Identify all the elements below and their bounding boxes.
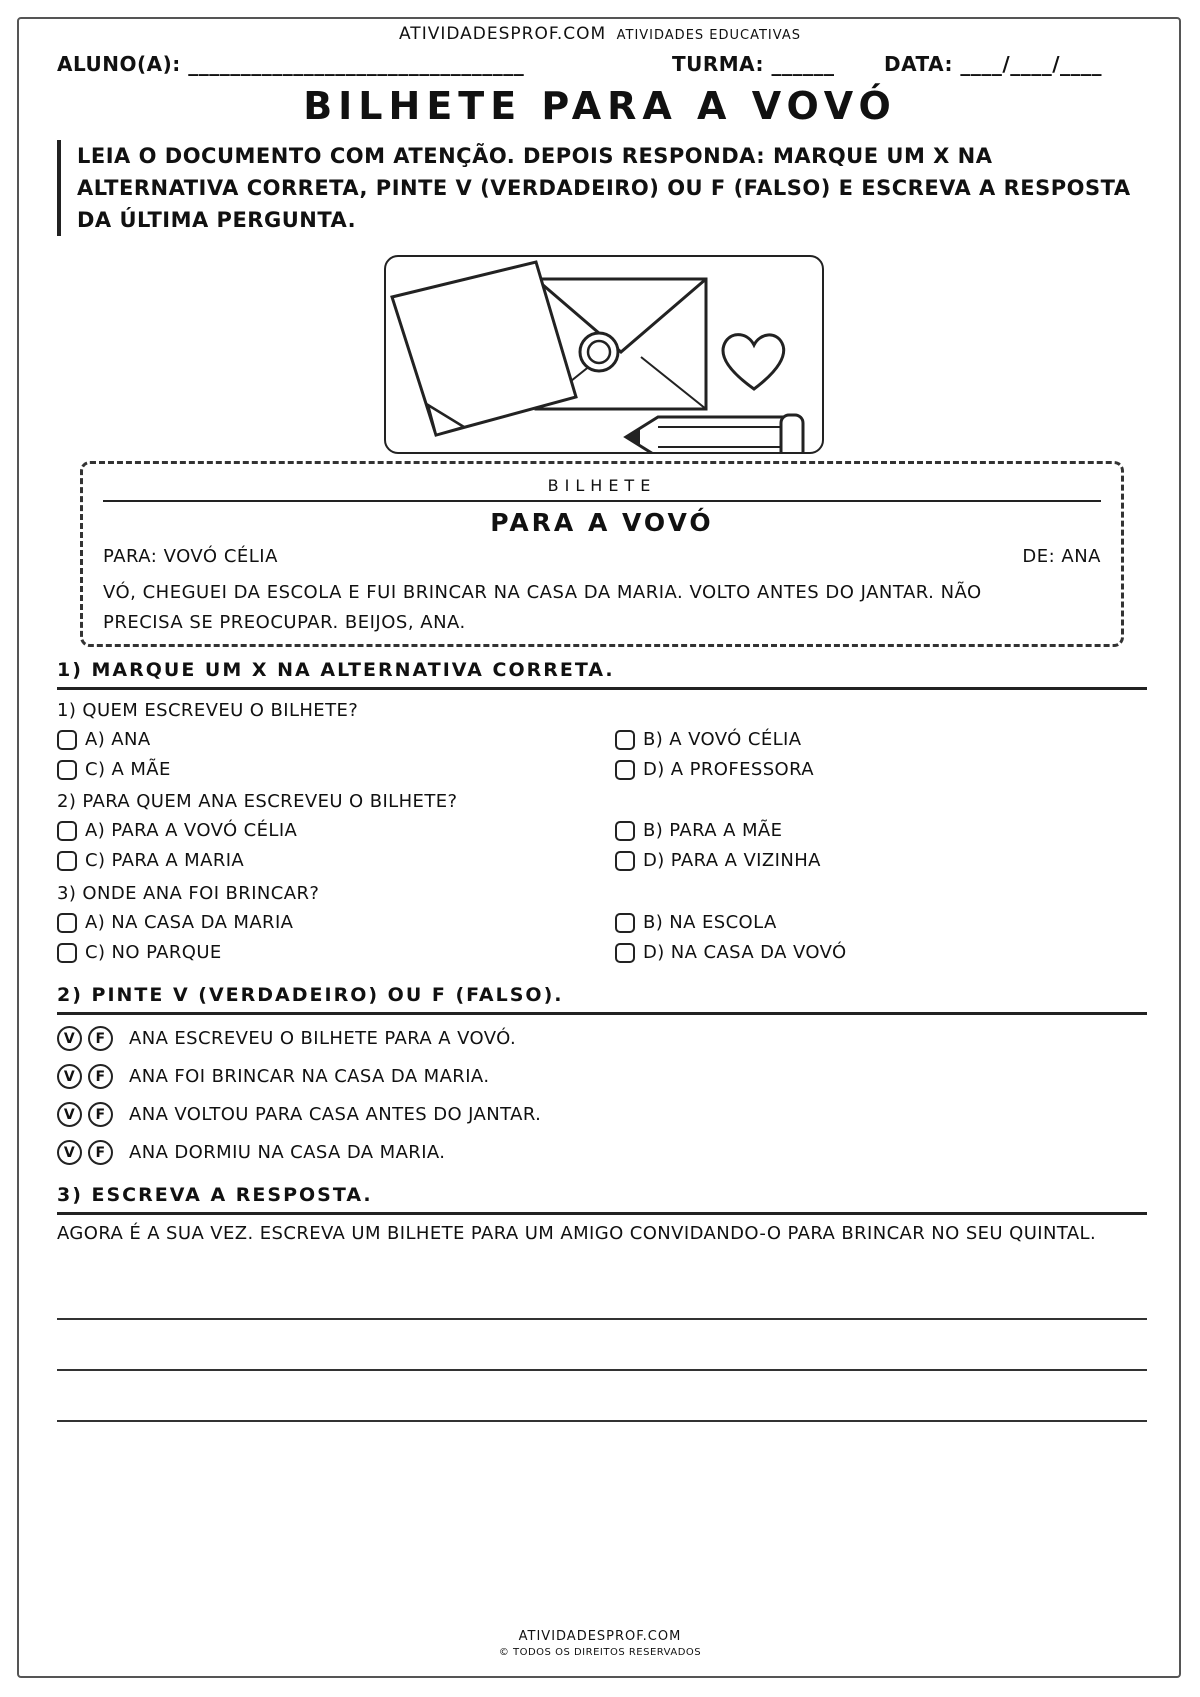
instructions: LEIA O DOCUMENTO COM ATENÇÃO. DEPOIS RESPONDA: MARQUE UM X NA ALTERNATIVA CORRETA, PINTE V (VERDADEIRO) OU F (FALSO) E ESCREVA A RESPOSTA DA ÚLTIMA PERGUNTA. [57,140,1157,236]
checkbox[interactable] [57,760,77,780]
checkbox[interactable] [57,913,77,933]
page-title: BILHETE PARA A VOVÓ [303,84,897,128]
option-label: B) PARA A MÃE [643,820,783,841]
checkbox[interactable] [57,821,77,841]
option-label: D) NA CASA DA VOVÓ [643,942,847,963]
section3-prompt: AGORA É A SUA VEZ. ESCREVA UM BILHETE PARA UM AMIGO CONVIDANDO-O PARA BRINCAR NO SEU QUINTAL. [57,1223,1097,1244]
answer-line-2[interactable] [57,1369,1147,1371]
section1-title: 1) MARQUE UM X NA ALTERNATIVA CORRETA. [57,659,1147,690]
answer-line-1[interactable] [57,1318,1147,1320]
option-label: C) NO PARQUE [85,942,222,963]
checkbox[interactable] [57,730,77,750]
option-3a[interactable] [57,912,293,933]
f-circle[interactable]: F [88,1064,113,1089]
option-3c[interactable] [57,942,222,963]
illustration [384,255,824,454]
option-1a[interactable] [57,729,151,750]
option-3b[interactable] [615,912,777,933]
pencil-icon [626,415,803,452]
data-field[interactable]: DATA: ____/____/____ [884,52,1103,76]
checkbox[interactable] [615,943,635,963]
option-1c[interactable] [57,759,171,780]
checkbox[interactable] [57,851,77,871]
statement-text: ANA FOI BRINCAR NA CASA DA MARIA. [129,1066,490,1087]
bilhete-title: PARA A VOVÓ [490,508,714,537]
v-circle[interactable]: V [57,1026,82,1051]
turma-field[interactable]: TURMA: ______ [672,52,835,76]
statement-text: ANA VOLTOU PARA CASA ANTES DO JANTAR. [129,1104,542,1125]
site-tagline: ATIVIDADES EDUCATIVAS [616,28,801,43]
statement-text: ANA DORMIU NA CASA DA MARIA. [129,1142,446,1163]
statement-3 [57,1102,541,1127]
footer-rights: © TODOS OS DIREITOS RESERVADOS [498,1647,702,1658]
option-label: A) ANA [85,729,151,750]
checkbox[interactable] [615,913,635,933]
option-2c[interactable] [57,850,244,871]
option-2d[interactable] [615,850,821,871]
statement-4 [57,1140,445,1165]
v-circle[interactable]: V [57,1064,82,1089]
option-label: C) PARA A MARIA [85,850,245,871]
bilhete-divider [103,500,1101,502]
answer-line-3[interactable] [57,1420,1147,1422]
option-label: B) A VOVÓ CÉLIA [643,729,802,750]
option-label: D) A PROFESSORA [643,759,815,780]
aluno-field[interactable]: ALUNO(A): ________________________________ [57,52,525,76]
bilhete-sender: DE: ANA [1022,546,1101,567]
option-2b[interactable] [615,820,782,841]
option-label: D) PARA A VIZINHA [643,850,821,871]
heart-icon [723,335,784,389]
checkbox[interactable] [615,851,635,871]
option-1d[interactable] [615,759,814,780]
bilhete-label: BILHETE [547,476,657,495]
option-label: A) NA CASA DA MARIA [85,912,294,933]
checkbox[interactable] [615,821,635,841]
checkbox[interactable] [615,760,635,780]
v-circle[interactable]: V [57,1102,82,1127]
footer-site: ATIVIDADESPROF.COM [518,1629,682,1644]
statement-text: ANA ESCREVEU O BILHETE PARA A VOVÓ. [129,1028,517,1049]
site-header [0,24,1200,44]
f-circle[interactable]: F [88,1140,113,1165]
site-name: ATIVIDADESPROF.COM [399,24,607,44]
option-label: A) PARA A VOVÓ CÉLIA [85,820,298,841]
bilhete-recipient: PARA: VOVÓ CÉLIA [103,546,278,567]
statement-1 [57,1026,516,1051]
question-1: 1) QUEM ESCREVEU O BILHETE? [57,700,359,721]
bilhete-message: VÓ, CHEGUEI DA ESCOLA E FUI BRINCAR NA CASA DA MARIA. VOLTO ANTES DO JANTAR. NÃO PRECISA SE PREOCUPAR. BEIJOS, ANA. [103,582,982,633]
bilhete-box [80,461,1124,647]
option-label: C) A MÃE [85,759,171,780]
f-circle[interactable]: F [88,1102,113,1127]
checkbox[interactable] [615,730,635,750]
checkbox[interactable] [57,943,77,963]
section2-title: 2) PINTE V (VERDADEIRO) OU F (FALSO). [57,984,1147,1015]
statement-2 [57,1064,489,1089]
section3-title: 3) ESCREVA A RESPOSTA. [57,1184,1147,1215]
question-2: 2) PARA QUEM ANA ESCREVEU O BILHETE? [57,791,458,812]
option-1b[interactable] [615,729,801,750]
f-circle[interactable]: F [88,1026,113,1051]
question-3: 3) ONDE ANA FOI BRINCAR? [57,883,320,904]
option-2a[interactable] [57,820,297,841]
option-3d[interactable] [615,942,847,963]
option-label: B) NA ESCOLA [643,912,777,933]
v-circle[interactable]: V [57,1140,82,1165]
